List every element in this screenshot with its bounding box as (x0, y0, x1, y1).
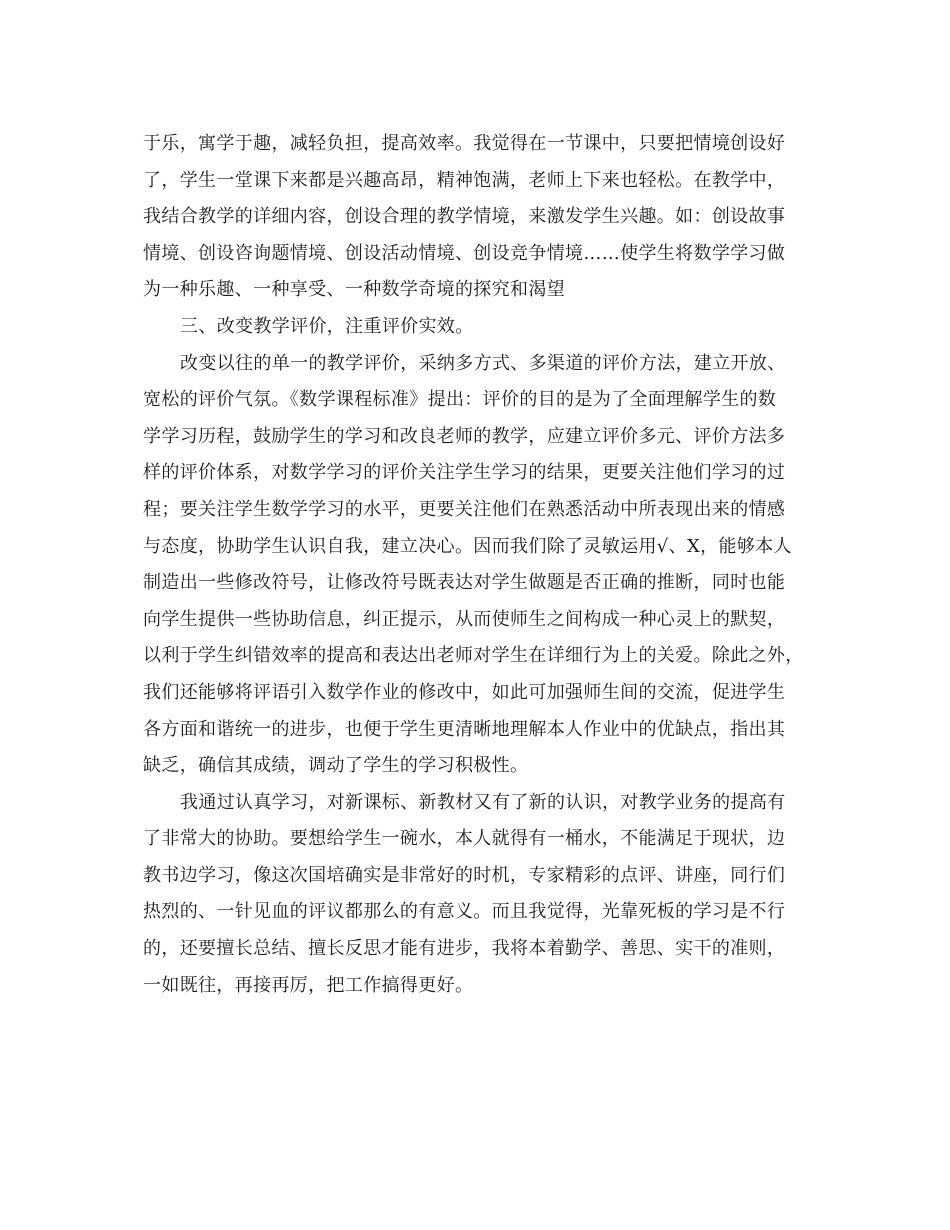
text-line: 我们还能够将评语引入数学作业的修改中，如此可加强师生间的交流，促进学生 (143, 681, 786, 703)
text-line: 情境、创设咨询题情境、创设活动情境、创设竞争情境……使学生将数学学习做 (143, 242, 786, 264)
text-line: 各方面和谐统一的进步，也便于学生更清晰地理解本人作业中的优缺点，指出其 (143, 718, 786, 740)
text-line: 缺乏，确信其成绩，调动了学生的学习积极性。 (143, 755, 529, 777)
text-line: 我结合教学的详细内容，创设合理的教学情境，来激发学生兴趣。如：创设故事 (143, 206, 786, 228)
paragraph-first-line: 改变以往的单一的教学评价，采纳多方式、多渠道的评价方法，建立开放、 (180, 352, 786, 374)
text-line: 制造出一些修改符号，让修改符号既表达对学生做题是否正确的推断，同时也能 (143, 572, 786, 594)
paragraph-first-line: 三、改变教学评价，注重评价实效。 (180, 315, 474, 337)
text-line: 教书边学习，像这次国培确实是非常好的时机，专家精彩的点评、讲座，同行们 (143, 864, 786, 886)
body-text (143, 126, 808, 1004)
text-line: 样的评价体系，对数学学习的评价关注学生学习的结果，更要关注他们学习的过 (143, 462, 786, 484)
text-line: 学学习历程，鼓励学生的学习和改良老师的教学，应建立评价多元、评价方法多 (143, 425, 786, 447)
text-line: 的，还要擅长总结、擅长反思才能有进步，我将本着勤学、善思、实干的准则， (143, 938, 786, 960)
text-line: 为一种乐趣、一种享受、一种数学奇境的探究和渴望 (143, 279, 566, 301)
text-line: 宽松的评价气氛。《数学课程标准》提出：评价的目的是为了全面理解学生的数 (143, 389, 777, 411)
text-line: 与态度，协助学生认识自我，建立决心。因而我们除了灵敏运用√、X，能够本人 (143, 535, 792, 557)
text-line: 于乐，寓学于趣，减轻负担，提高效率。我觉得在一节课中，只要把情境创设好 (143, 133, 786, 154)
text-line: 了，学生一堂课下来都是兴趣高昂，精神饱满，老师上下来也轻松。在教学中， (143, 169, 786, 191)
text-line: 一如既往，再接再厉，把工作搞得更好。 (143, 974, 474, 996)
text-line: 热烈的、一针见血的评议都那么的有意义。而且我觉得，光靠死板的学习是不行 (143, 901, 786, 923)
text-line: 了非常大的协助。要想给学生一碗水，本人就得有一桶水，不能满足于现状，边 (143, 828, 786, 850)
text-line: 以利于学生纠错效率的提高和表达出老师对学生在详细行为上的关爱。除此之外， (143, 645, 804, 667)
text-line: 向学生提供一些协助信息，纠正提示，从而使师生之间构成一种心灵上的默契， (143, 608, 786, 630)
paragraph-first-line: 我通过认真学习，对新课标、新教材又有了新的认识，对教学业务的提高有 (180, 791, 786, 813)
text-line: 程；要关注学生数学学习的水平，更要关注他们在熟悉活动中所表现出来的情感 (143, 498, 786, 520)
